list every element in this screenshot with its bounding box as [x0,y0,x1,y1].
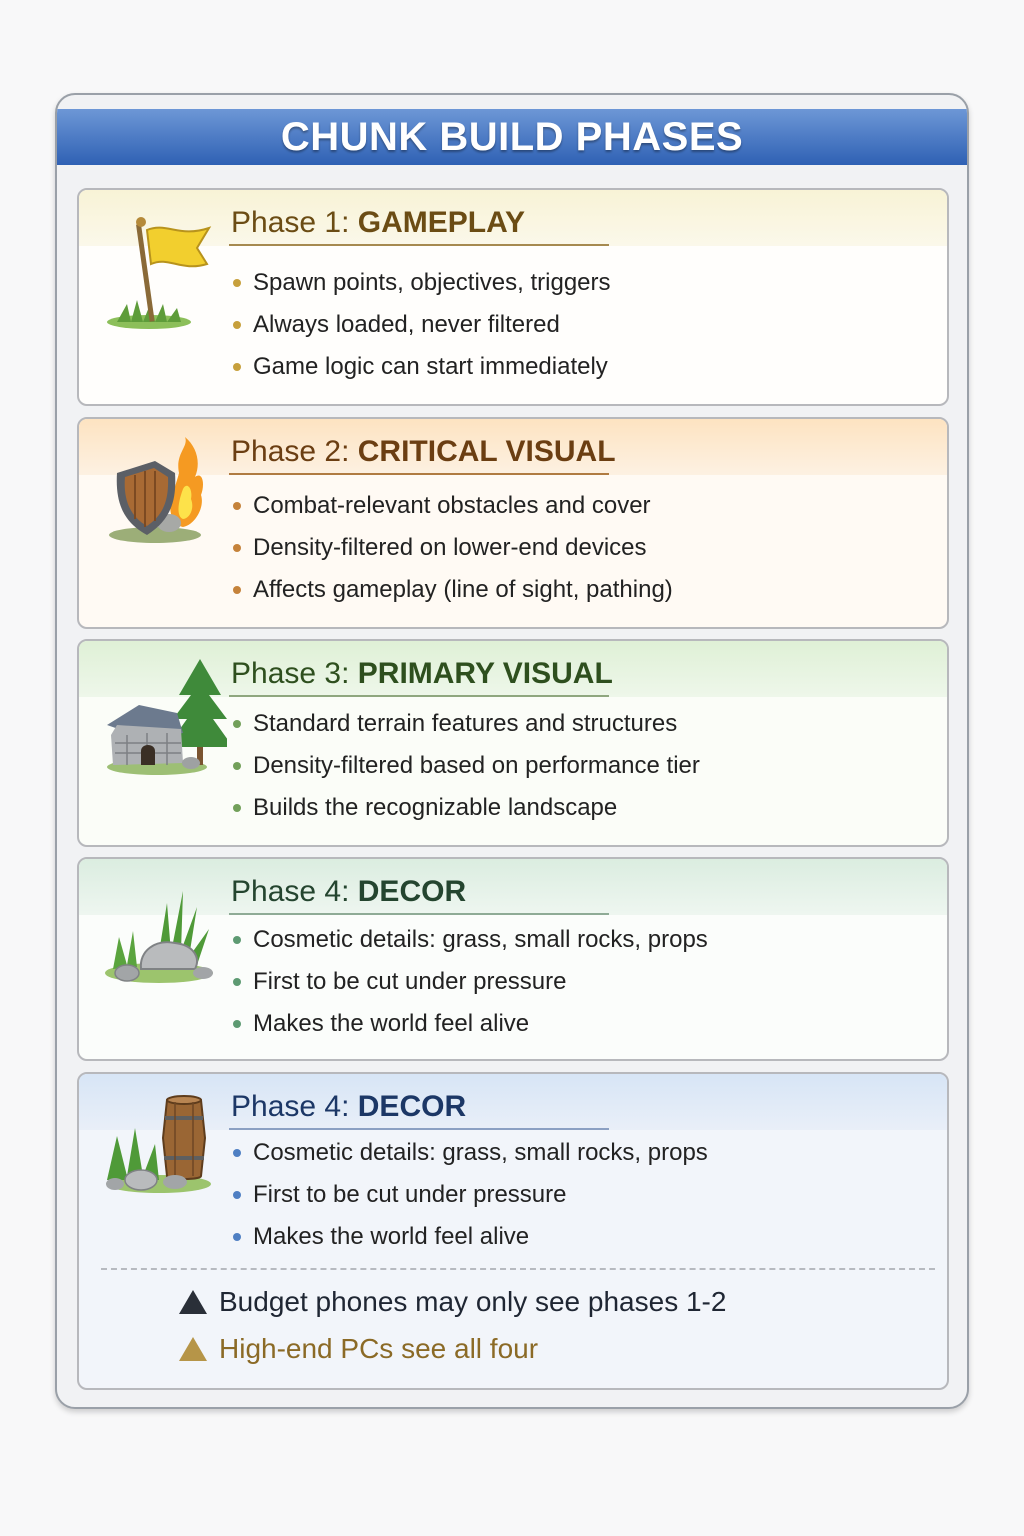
bullet-icon [233,978,241,986]
list-item: Combat-relevant obstacles and cover [233,485,673,527]
bullet-icon [233,279,241,287]
bullet-icon [233,1020,241,1028]
flag-icon [97,204,227,334]
shield-fire-icon [97,433,227,563]
list-item: Makes the world feel alive [233,1216,708,1258]
phase-bullet-list [233,262,611,388]
grass-rocks-icon [97,873,227,1003]
bullet-icon [233,1233,241,1241]
list-item: Spawn points, objectives, triggers [233,262,611,304]
list-item: Affects gameplay (line of sight, pathing) [233,569,673,611]
bullet-icon [233,321,241,329]
list-item: Cosmetic details: grass, small rocks, props [233,919,708,961]
title-bar [57,109,967,165]
list-item: Standard terrain features and structures [233,703,700,745]
phase-bullet-list [233,919,708,1045]
bullet-icon [233,363,241,371]
bullet-icon [233,804,241,812]
list-item: Game logic can start immediately [233,346,611,388]
list-item: Density-filtered based on performance tier [233,745,700,787]
phase-title: Phase 3: PRIMARY VISUAL [231,657,613,690]
phase-title: Phase 4: DECOR [231,875,467,908]
high-end-pcs-note: High-end PCs see all four [179,1333,538,1365]
phase-1-panel [77,188,949,406]
phase-bullet-list [233,485,673,611]
warning-triangle-icon [179,1290,207,1314]
bullet-icon [233,720,241,728]
bullet-icon [233,936,241,944]
list-item: Builds the recognizable landscape [233,787,700,829]
list-item: First to be cut under pressure [233,961,708,1003]
dashed-divider [101,1268,935,1270]
bullet-icon [233,762,241,770]
phase-bullet-list [233,703,700,829]
title-underline [229,1128,609,1130]
phase-4-decor-summary-panel [77,1072,949,1390]
budget-phones-note: Budget phones may only see phases 1-2 [179,1286,726,1318]
phase-title: Phase 4: DECOR [231,1090,467,1123]
phase-3-panel [77,639,949,847]
title-underline [229,695,609,697]
list-item: Makes the world feel alive [233,1003,708,1045]
title-underline [229,473,609,475]
phase-title: Phase 1: GAMEPLAY [231,206,526,239]
title-underline [229,913,609,915]
phase-4-panel [77,857,949,1061]
title-underline [229,244,609,246]
bullet-icon [233,1149,241,1157]
bullet-icon [233,502,241,510]
bullet-icon [233,1191,241,1199]
barrel-grass-icon [97,1088,227,1218]
stone-hut-tree-icon [97,655,227,785]
warning-triangle-icon [179,1337,207,1361]
page-title: CHUNK BUILD PHASES [280,114,744,159]
phase-2-panel [77,417,949,629]
list-item: Cosmetic details: grass, small rocks, props [233,1132,708,1174]
bullet-icon [233,544,241,552]
list-item: First to be cut under pressure [233,1174,708,1216]
list-item: Always loaded, never filtered [233,304,611,346]
list-item: Density-filtered on lower-end devices [233,527,673,569]
phase-bullet-list [233,1132,708,1258]
phases-card [55,93,969,1409]
bullet-icon [233,586,241,594]
phase-title: Phase 2: CRITICAL VISUAL [231,435,616,468]
